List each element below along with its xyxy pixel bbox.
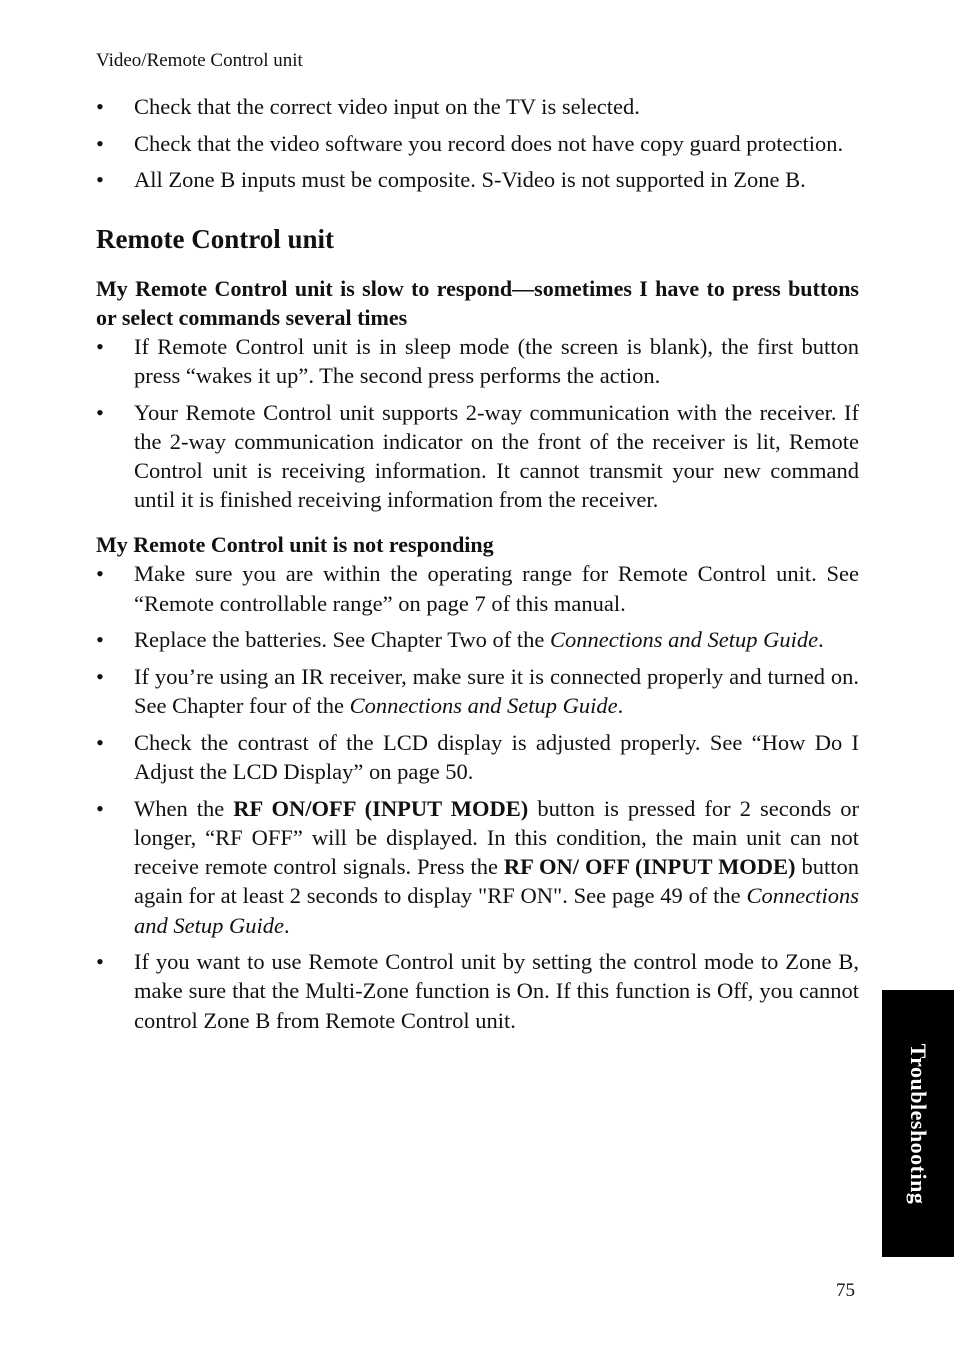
list-item: • All Zone B inputs must be composite. S-Video is not supported in Zone B. — [96, 165, 859, 194]
list-item: • If Remote Control unit is in sleep mode (the screen is blank), the first button press “wakes it up”. The second press performs the action. — [96, 333, 859, 388]
subsection-heading-not-responding: My Remote Control unit is not responding — [96, 532, 494, 558]
chapter-tab-label: Troubleshooting — [906, 1043, 931, 1204]
subsection-heading-slow-response: My Remote Control unit is slow to respond—sometimes I have to press buttons or select commands several times — [96, 275, 859, 330]
bullet-icon: • — [96, 949, 104, 975]
bullet-icon: • — [96, 333, 104, 359]
bullet-icon: • — [96, 167, 104, 193]
list-item: • Replace the batteries. See Chapter Two of the Connections and Setup Guide. — [96, 625, 859, 654]
intro-bullet-list — [96, 92, 859, 195]
bullet-icon: • — [96, 663, 104, 689]
guide-title: Connections and Setup Guide — [349, 693, 618, 719]
bullet-icon: • — [96, 561, 104, 587]
guide-title: Connections and Setup Guide — [134, 883, 859, 938]
list-item: • Make sure you are within the operating range for Remote Control unit. See “Remote controllable range” on page 7 of this manual. — [96, 561, 859, 616]
chapter-side-tab — [882, 990, 954, 1257]
bullet-icon: • — [96, 94, 104, 119]
page-content — [96, 92, 859, 1042]
list-item: • If you’re using an IR receiver, make sure it is connected properly and turned on. See Chapter four of the Connections and Setup Guide. — [96, 663, 859, 719]
page-number: 75 — [836, 1280, 855, 1301]
not-responding-bullet-list — [96, 559, 859, 1035]
slow-response-bullet-list — [96, 332, 859, 515]
bullet-icon: • — [96, 130, 104, 156]
list-item: • Check the contrast of the LCD display is adjusted properly. See “How Do I Adjust the LCD Display” on page 50. — [96, 729, 859, 785]
running-head: Video/Remote Control unit — [96, 50, 303, 71]
list-item: • Check that the correct video input on the TV is selected. — [96, 92, 859, 121]
list-item: • Your Remote Control unit supports 2-way communication with the receiver. If the 2-way communication indicator on the front of the receiver is lit, Remote Control unit is receiving information. It cannot transmit your new command until it is finished receiving information from the receiver. — [96, 399, 859, 513]
bullet-icon: • — [96, 795, 104, 821]
bullet-icon: • — [96, 729, 104, 755]
bullet-icon: • — [96, 399, 104, 425]
button-name: RF ON/OFF (INPUT MODE) — [233, 795, 529, 821]
guide-title: Connections and Setup Guide — [550, 627, 819, 653]
list-item: • Check that the video software you record does not have copy guard protection. — [96, 129, 859, 158]
button-name: RF ON/ OFF (INPUT MODE) — [503, 854, 796, 880]
list-item: • When the RF ON/OFF (INPUT MODE) button is pressed for 2 seconds or longer, “RF OFF” will be displayed. In this condition, the main unit can not receive remote control signals. Press the RF ON/ OFF (INPUT MODE) button again for at least 2 seconds to display "RF ON". See page 49 of the Connections and Setup Guide. — [96, 795, 860, 938]
section-title: Remote Control unit — [96, 223, 334, 254]
bullet-icon: • — [96, 627, 104, 653]
list-item: • If you want to use Remote Control unit by setting the control mode to Zone B, make sure that the Multi-Zone function is On. If this function is Off, you cannot control Zone B from Remote Control unit. — [96, 949, 859, 1033]
